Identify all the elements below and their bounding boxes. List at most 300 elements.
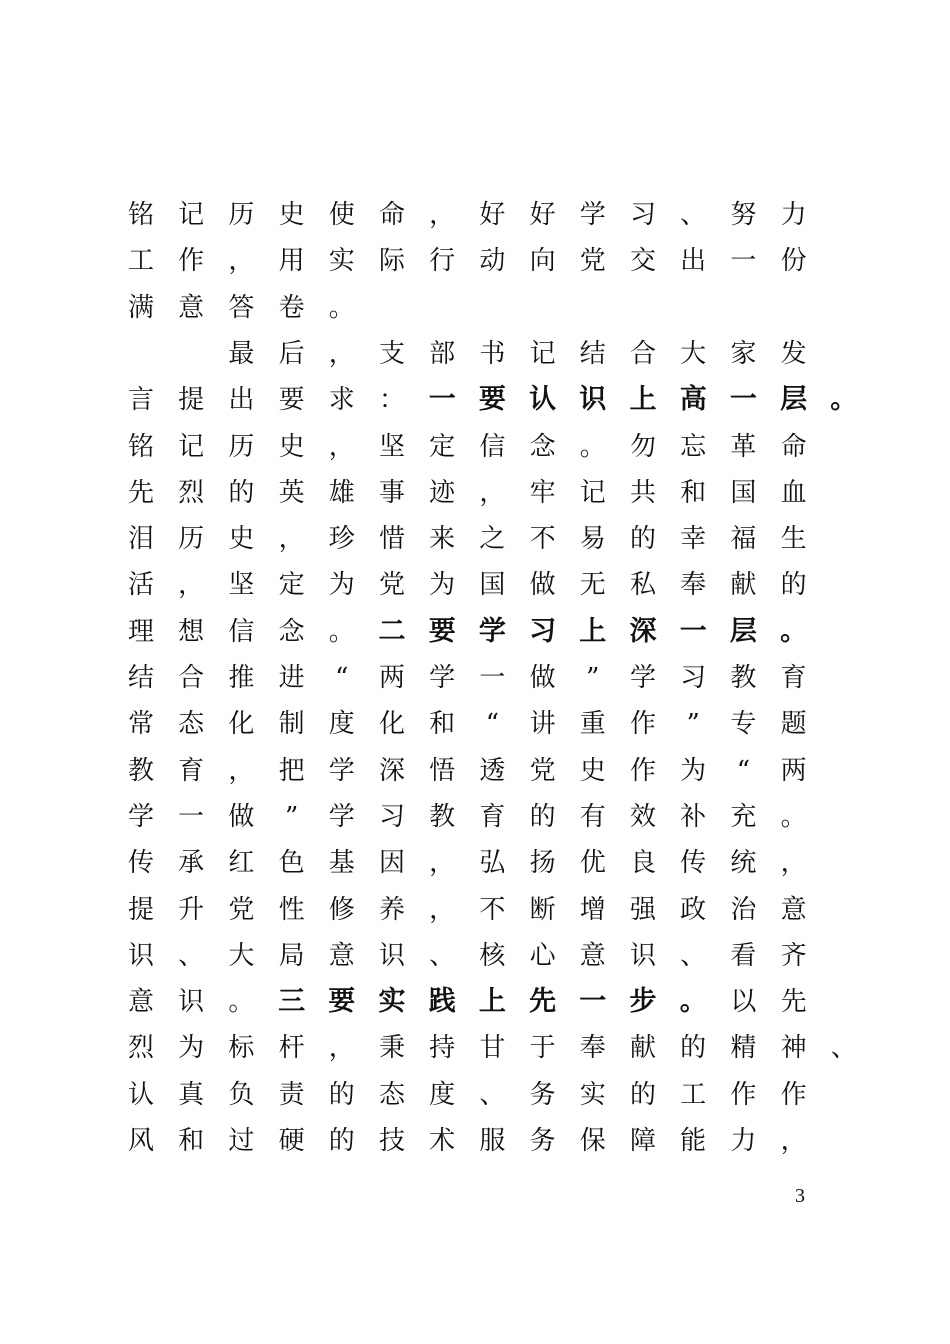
text-char: 持 <box>429 1033 456 1064</box>
text-char: 生 <box>780 524 807 555</box>
text-char: 史 <box>278 200 305 230</box>
text-char: 要 <box>278 385 305 416</box>
text-char: 育 <box>780 663 807 693</box>
bold-char: 要 <box>478 384 506 416</box>
text-char: 的 <box>328 1079 355 1110</box>
text-char: 识 <box>378 940 405 971</box>
text-char: 性 <box>278 894 305 925</box>
text-char: 提 <box>127 894 154 925</box>
text-char: 奉 <box>579 1033 606 1064</box>
text-char: 想 <box>178 616 205 647</box>
bold-char: 要 <box>428 615 456 647</box>
text-char: 作 <box>629 755 656 786</box>
text-char: 活 <box>127 570 154 601</box>
bold-char: 一 <box>428 384 456 416</box>
text-char: 学 <box>127 801 154 832</box>
text-char: 神 <box>780 1033 807 1064</box>
bold-char: 践 <box>428 986 456 1018</box>
text-char: 负 <box>228 1079 255 1110</box>
text-char: 透 <box>479 755 506 786</box>
text-char: 一 <box>178 801 205 832</box>
text-char: 私 <box>629 570 656 601</box>
text-char: 障 <box>629 1126 656 1156</box>
text-char: 精 <box>730 1033 757 1064</box>
text-char: 大 <box>228 940 255 971</box>
text-char: 珍 <box>328 524 355 555</box>
text-line <box>0 427 950 467</box>
text-char: 的 <box>629 1079 656 1110</box>
text-char: 良 <box>629 848 656 879</box>
text-char: 雄 <box>328 477 355 508</box>
text-char: 。 <box>328 616 355 647</box>
text-line <box>0 890 950 930</box>
text-char: ” <box>284 801 299 832</box>
text-char: 做 <box>228 801 255 832</box>
text-char: 无 <box>579 570 606 601</box>
text-char: 满 <box>127 292 154 323</box>
text-char: 向 <box>529 246 556 277</box>
text-char: ， <box>328 1033 355 1064</box>
text-char: 教 <box>730 663 757 693</box>
text-char: 共 <box>629 477 656 508</box>
text-char: “ <box>736 755 751 786</box>
text-char: 出 <box>228 385 255 416</box>
text-char: 革 <box>730 431 757 462</box>
text-char: 求 <box>328 385 355 416</box>
bold-char: 学 <box>478 615 506 647</box>
text-char: 为 <box>178 1033 205 1064</box>
text-char: 做 <box>529 663 556 693</box>
text-char: 力 <box>780 200 807 230</box>
text-char: 弘 <box>479 848 506 879</box>
text-line <box>0 565 950 605</box>
text-line <box>0 1075 950 1115</box>
text-char: 务 <box>529 1079 556 1110</box>
text-char: 先 <box>127 477 154 508</box>
text-char: ， <box>278 524 305 555</box>
text-char: 支 <box>378 338 405 369</box>
bold-char: 层 <box>780 384 808 416</box>
text-char: 福 <box>730 524 757 555</box>
text-char: 铭 <box>127 200 154 230</box>
text-char: 充 <box>730 801 757 832</box>
text-char: 育 <box>178 755 205 786</box>
text-char: 党 <box>529 755 556 786</box>
text-char: 度 <box>429 1079 456 1110</box>
text-char: ” <box>586 663 600 693</box>
bold-char: 一 <box>729 384 757 416</box>
bold-char: 习 <box>529 615 557 647</box>
text-char: 记 <box>178 200 205 230</box>
text-char: 。 <box>579 431 606 462</box>
text-line <box>0 473 950 513</box>
text-char: 习 <box>680 663 707 693</box>
text-char: 泪 <box>127 524 154 555</box>
text-char: 结 <box>127 663 154 693</box>
text-char: 的 <box>629 524 656 555</box>
text-char: 讲 <box>529 709 556 740</box>
text-char: 、 <box>479 1079 506 1110</box>
text-char: 言 <box>127 385 154 416</box>
bold-char: 上 <box>579 615 607 647</box>
text-char: 、 <box>830 1033 857 1064</box>
text-char: 一 <box>730 246 757 277</box>
text-char: 度 <box>328 709 355 740</box>
text-char: 色 <box>278 848 305 879</box>
text-char: 之 <box>479 524 506 555</box>
text-char: ， <box>328 338 355 369</box>
text-char: ” <box>686 709 700 740</box>
text-char: 学 <box>429 663 456 693</box>
text-char: 习 <box>629 200 656 230</box>
page-number: 3 <box>795 1185 805 1207</box>
bold-char: 实 <box>378 986 406 1018</box>
text-char: 记 <box>178 431 205 462</box>
text-char: 看 <box>730 940 757 971</box>
text-char: 最 <box>228 338 255 369</box>
text-char: 能 <box>680 1126 707 1156</box>
text-char: 意 <box>328 940 355 971</box>
text-char: 一 <box>479 663 506 693</box>
text-char: 历 <box>228 200 255 230</box>
text-char: 教 <box>429 801 456 832</box>
text-char: ， <box>780 1126 807 1156</box>
text-char: 定 <box>429 431 456 462</box>
bold-char: 先 <box>529 986 557 1018</box>
text-line <box>0 334 950 374</box>
text-char: ， <box>479 477 506 508</box>
text-char: 奉 <box>680 570 707 601</box>
text-char: 推 <box>228 663 255 693</box>
text-char: 。 <box>328 292 355 323</box>
text-char: 过 <box>228 1126 255 1156</box>
text-char: 基 <box>328 848 355 879</box>
text-char: 意 <box>579 940 606 971</box>
text-char: ， <box>228 246 255 277</box>
text-char: 不 <box>479 894 506 925</box>
text-char: 态 <box>378 1079 405 1110</box>
text-line <box>0 843 950 883</box>
text-char: 和 <box>680 477 707 508</box>
text-char: 信 <box>228 616 255 647</box>
text-char: 心 <box>529 940 556 971</box>
text-char: 的 <box>328 1126 355 1156</box>
bold-char: 要 <box>328 986 356 1018</box>
text-char: 命 <box>378 200 405 230</box>
text-line <box>0 982 950 1022</box>
text-char: 红 <box>228 848 255 879</box>
text-char: 事 <box>378 477 405 508</box>
text-char: 养 <box>378 894 405 925</box>
text-char: 技 <box>378 1126 405 1156</box>
text-char: 家 <box>730 338 757 369</box>
text-char: 作 <box>178 246 205 277</box>
text-char: 铭 <box>127 431 154 462</box>
text-char: 政 <box>680 894 707 925</box>
text-char: 真 <box>178 1079 205 1110</box>
text-char: 和 <box>178 1126 205 1156</box>
text-char: 意 <box>780 894 807 925</box>
text-char: 甘 <box>479 1033 506 1064</box>
text-char: 强 <box>629 894 656 925</box>
text-char: 扬 <box>529 848 556 879</box>
text-char: 卷 <box>278 292 305 323</box>
text-char: 标 <box>228 1033 255 1064</box>
text-char: 好 <box>529 200 556 230</box>
text-char: 齐 <box>780 940 807 971</box>
text-char: 工 <box>680 1079 707 1110</box>
text-char: 力 <box>730 1126 757 1156</box>
text-char: 硬 <box>278 1126 305 1156</box>
text-line <box>0 1121 950 1161</box>
text-char: 不 <box>529 524 556 555</box>
text-char: 进 <box>278 663 305 693</box>
text-char: 行 <box>429 246 456 277</box>
bold-char: 上 <box>478 986 506 1018</box>
text-char: 答 <box>228 292 255 323</box>
text-char: 统 <box>730 848 757 879</box>
text-line <box>0 195 950 235</box>
text-char: 两 <box>780 755 807 786</box>
text-char: 承 <box>178 848 205 879</box>
text-char: 结 <box>579 338 606 369</box>
text-char: 学 <box>579 200 606 230</box>
bold-char: 一 <box>679 615 707 647</box>
text-char: 易 <box>579 524 606 555</box>
text-char: 来 <box>429 524 456 555</box>
text-char: ， <box>429 894 456 925</box>
text-char: 勿 <box>629 431 656 462</box>
text-line <box>0 612 950 652</box>
text-char: 补 <box>680 801 707 832</box>
text-char: 秉 <box>378 1033 405 1064</box>
text-char: 学 <box>328 801 355 832</box>
text-char: 修 <box>328 894 355 925</box>
text-char: 于 <box>529 1033 556 1064</box>
text-char: 坚 <box>228 570 255 601</box>
text-char: 作 <box>780 1079 807 1110</box>
text-char: 意 <box>178 292 205 323</box>
text-char: 专 <box>730 709 757 740</box>
text-char: 努 <box>730 200 757 230</box>
bold-char: 层 <box>729 615 757 647</box>
text-char: 好 <box>479 200 506 230</box>
bold-char: 二 <box>378 615 406 647</box>
text-char: 学 <box>328 755 355 786</box>
text-char: 信 <box>479 431 506 462</box>
text-char: 效 <box>629 801 656 832</box>
text-char: 定 <box>278 570 305 601</box>
text-char: 识 <box>178 987 205 1018</box>
text-char: 的 <box>780 570 807 601</box>
text-char: 。 <box>228 987 255 1018</box>
text-char: ， <box>429 200 456 230</box>
text-char: 作 <box>629 709 656 740</box>
text-char: 传 <box>680 848 707 879</box>
text-line <box>0 380 950 420</box>
text-char: 为 <box>429 570 456 601</box>
text-char: 传 <box>127 848 154 879</box>
text-char: ， <box>328 431 355 462</box>
text-char: 命 <box>780 431 807 462</box>
text-char: 。 <box>780 801 807 832</box>
text-char: 服 <box>479 1126 506 1156</box>
text-char: 实 <box>328 246 355 277</box>
text-char: 有 <box>579 801 606 832</box>
text-char: 理 <box>127 616 154 647</box>
text-char: 记 <box>529 338 556 369</box>
text-char: 合 <box>629 338 656 369</box>
text-char: 献 <box>730 570 757 601</box>
text-char: 党 <box>579 246 606 277</box>
text-char: 断 <box>529 894 556 925</box>
text-char: 保 <box>579 1126 606 1156</box>
text-char: 责 <box>278 1079 305 1110</box>
text-char: ， <box>178 570 205 601</box>
text-char: 把 <box>278 755 305 786</box>
text-char: 惜 <box>378 524 405 555</box>
bold-char: 认 <box>529 384 557 416</box>
text-char: 、 <box>680 200 707 230</box>
text-char: 为 <box>680 755 707 786</box>
text-char: 两 <box>378 663 405 693</box>
text-char: 意 <box>127 987 154 1018</box>
text-char: 记 <box>579 477 606 508</box>
text-char: 出 <box>680 246 707 277</box>
text-char: 英 <box>278 477 305 508</box>
text-char: 用 <box>278 246 305 277</box>
bold-char: 。 <box>830 384 858 416</box>
text-char: ， <box>228 755 255 786</box>
text-char: 、 <box>429 940 456 971</box>
text-line <box>0 519 950 559</box>
text-char: 史 <box>278 431 305 462</box>
text-char: 杆 <box>278 1033 305 1064</box>
text-char: 历 <box>178 524 205 555</box>
text-char: 史 <box>228 524 255 555</box>
text-char: 术 <box>429 1126 456 1156</box>
text-char: 的 <box>529 801 556 832</box>
text-char: ： <box>378 385 405 416</box>
text-line <box>0 936 950 976</box>
text-char: 后 <box>278 338 305 369</box>
text-char: 识 <box>629 940 656 971</box>
text-char: 忘 <box>680 431 707 462</box>
text-char: 党 <box>378 570 405 601</box>
text-char: 先 <box>780 987 807 1018</box>
text-char: 交 <box>629 246 656 277</box>
text-char: 习 <box>378 801 405 832</box>
text-char: 牢 <box>529 477 556 508</box>
text-char: 工 <box>127 246 154 277</box>
bold-char: 。 <box>679 986 707 1018</box>
text-char: 核 <box>479 940 506 971</box>
text-char: 化 <box>228 709 255 740</box>
text-char: 优 <box>579 848 606 879</box>
text-char: 和 <box>429 709 456 740</box>
bold-char: 。 <box>780 615 808 647</box>
text-char: 教 <box>127 755 154 786</box>
text-char: 国 <box>730 477 757 508</box>
text-char: 、 <box>178 940 205 971</box>
text-char: 献 <box>629 1033 656 1064</box>
bold-char: 深 <box>629 615 657 647</box>
text-char: “ <box>335 663 349 693</box>
bold-char: 步 <box>629 986 657 1018</box>
text-char: 态 <box>178 709 205 740</box>
text-char: 的 <box>680 1033 707 1064</box>
text-char: 制 <box>278 709 305 740</box>
text-line <box>0 751 950 791</box>
text-char: 常 <box>127 709 154 740</box>
bold-char: 识 <box>579 384 607 416</box>
text-char: 题 <box>780 709 807 740</box>
text-char: 育 <box>479 801 506 832</box>
text-char: 使 <box>328 200 355 230</box>
bold-char: 三 <box>278 986 306 1018</box>
text-char: 悟 <box>429 755 456 786</box>
text-char: ， <box>780 848 807 879</box>
text-char: ， <box>429 848 456 879</box>
text-char: “ <box>485 709 500 740</box>
text-char: 份 <box>780 246 807 277</box>
text-char: 书 <box>479 338 506 369</box>
text-line <box>0 241 950 281</box>
text-char: 作 <box>730 1079 757 1110</box>
text-char: 际 <box>378 246 405 277</box>
text-char: 认 <box>127 1079 154 1110</box>
text-char: 务 <box>529 1126 556 1156</box>
text-char: 念 <box>529 431 556 462</box>
text-char: 局 <box>278 940 305 971</box>
bold-char: 一 <box>579 986 607 1018</box>
text-char: 部 <box>429 338 456 369</box>
text-char: 烈 <box>127 1033 154 1064</box>
text-char: 因 <box>378 848 405 879</box>
text-char: 合 <box>178 663 205 693</box>
text-line <box>0 658 950 698</box>
text-char: 迹 <box>429 477 456 508</box>
text-char: 增 <box>579 894 606 925</box>
text-char: 为 <box>328 570 355 601</box>
text-char: 治 <box>730 894 757 925</box>
bold-char: 上 <box>629 384 657 416</box>
text-char: 重 <box>579 709 606 740</box>
text-char: 幸 <box>680 524 707 555</box>
text-char: 深 <box>378 755 405 786</box>
text-char: 学 <box>629 663 656 693</box>
text-char: 、 <box>680 940 707 971</box>
text-char: 念 <box>278 616 305 647</box>
text-char: 升 <box>178 894 205 925</box>
text-char: 坚 <box>378 431 405 462</box>
text-char: 化 <box>378 709 405 740</box>
text-char: 党 <box>228 894 255 925</box>
text-char: 国 <box>479 570 506 601</box>
text-line <box>0 797 950 837</box>
text-char: 历 <box>228 431 255 462</box>
text-char: 提 <box>178 385 205 416</box>
text-char: 动 <box>479 246 506 277</box>
text-char: 风 <box>127 1126 154 1156</box>
text-char: 识 <box>127 940 154 971</box>
text-line <box>0 704 950 744</box>
bold-char: 高 <box>679 384 707 416</box>
text-char: 实 <box>579 1079 606 1110</box>
text-line <box>0 1028 950 1068</box>
text-line <box>0 288 950 328</box>
text-char: 史 <box>579 755 606 786</box>
